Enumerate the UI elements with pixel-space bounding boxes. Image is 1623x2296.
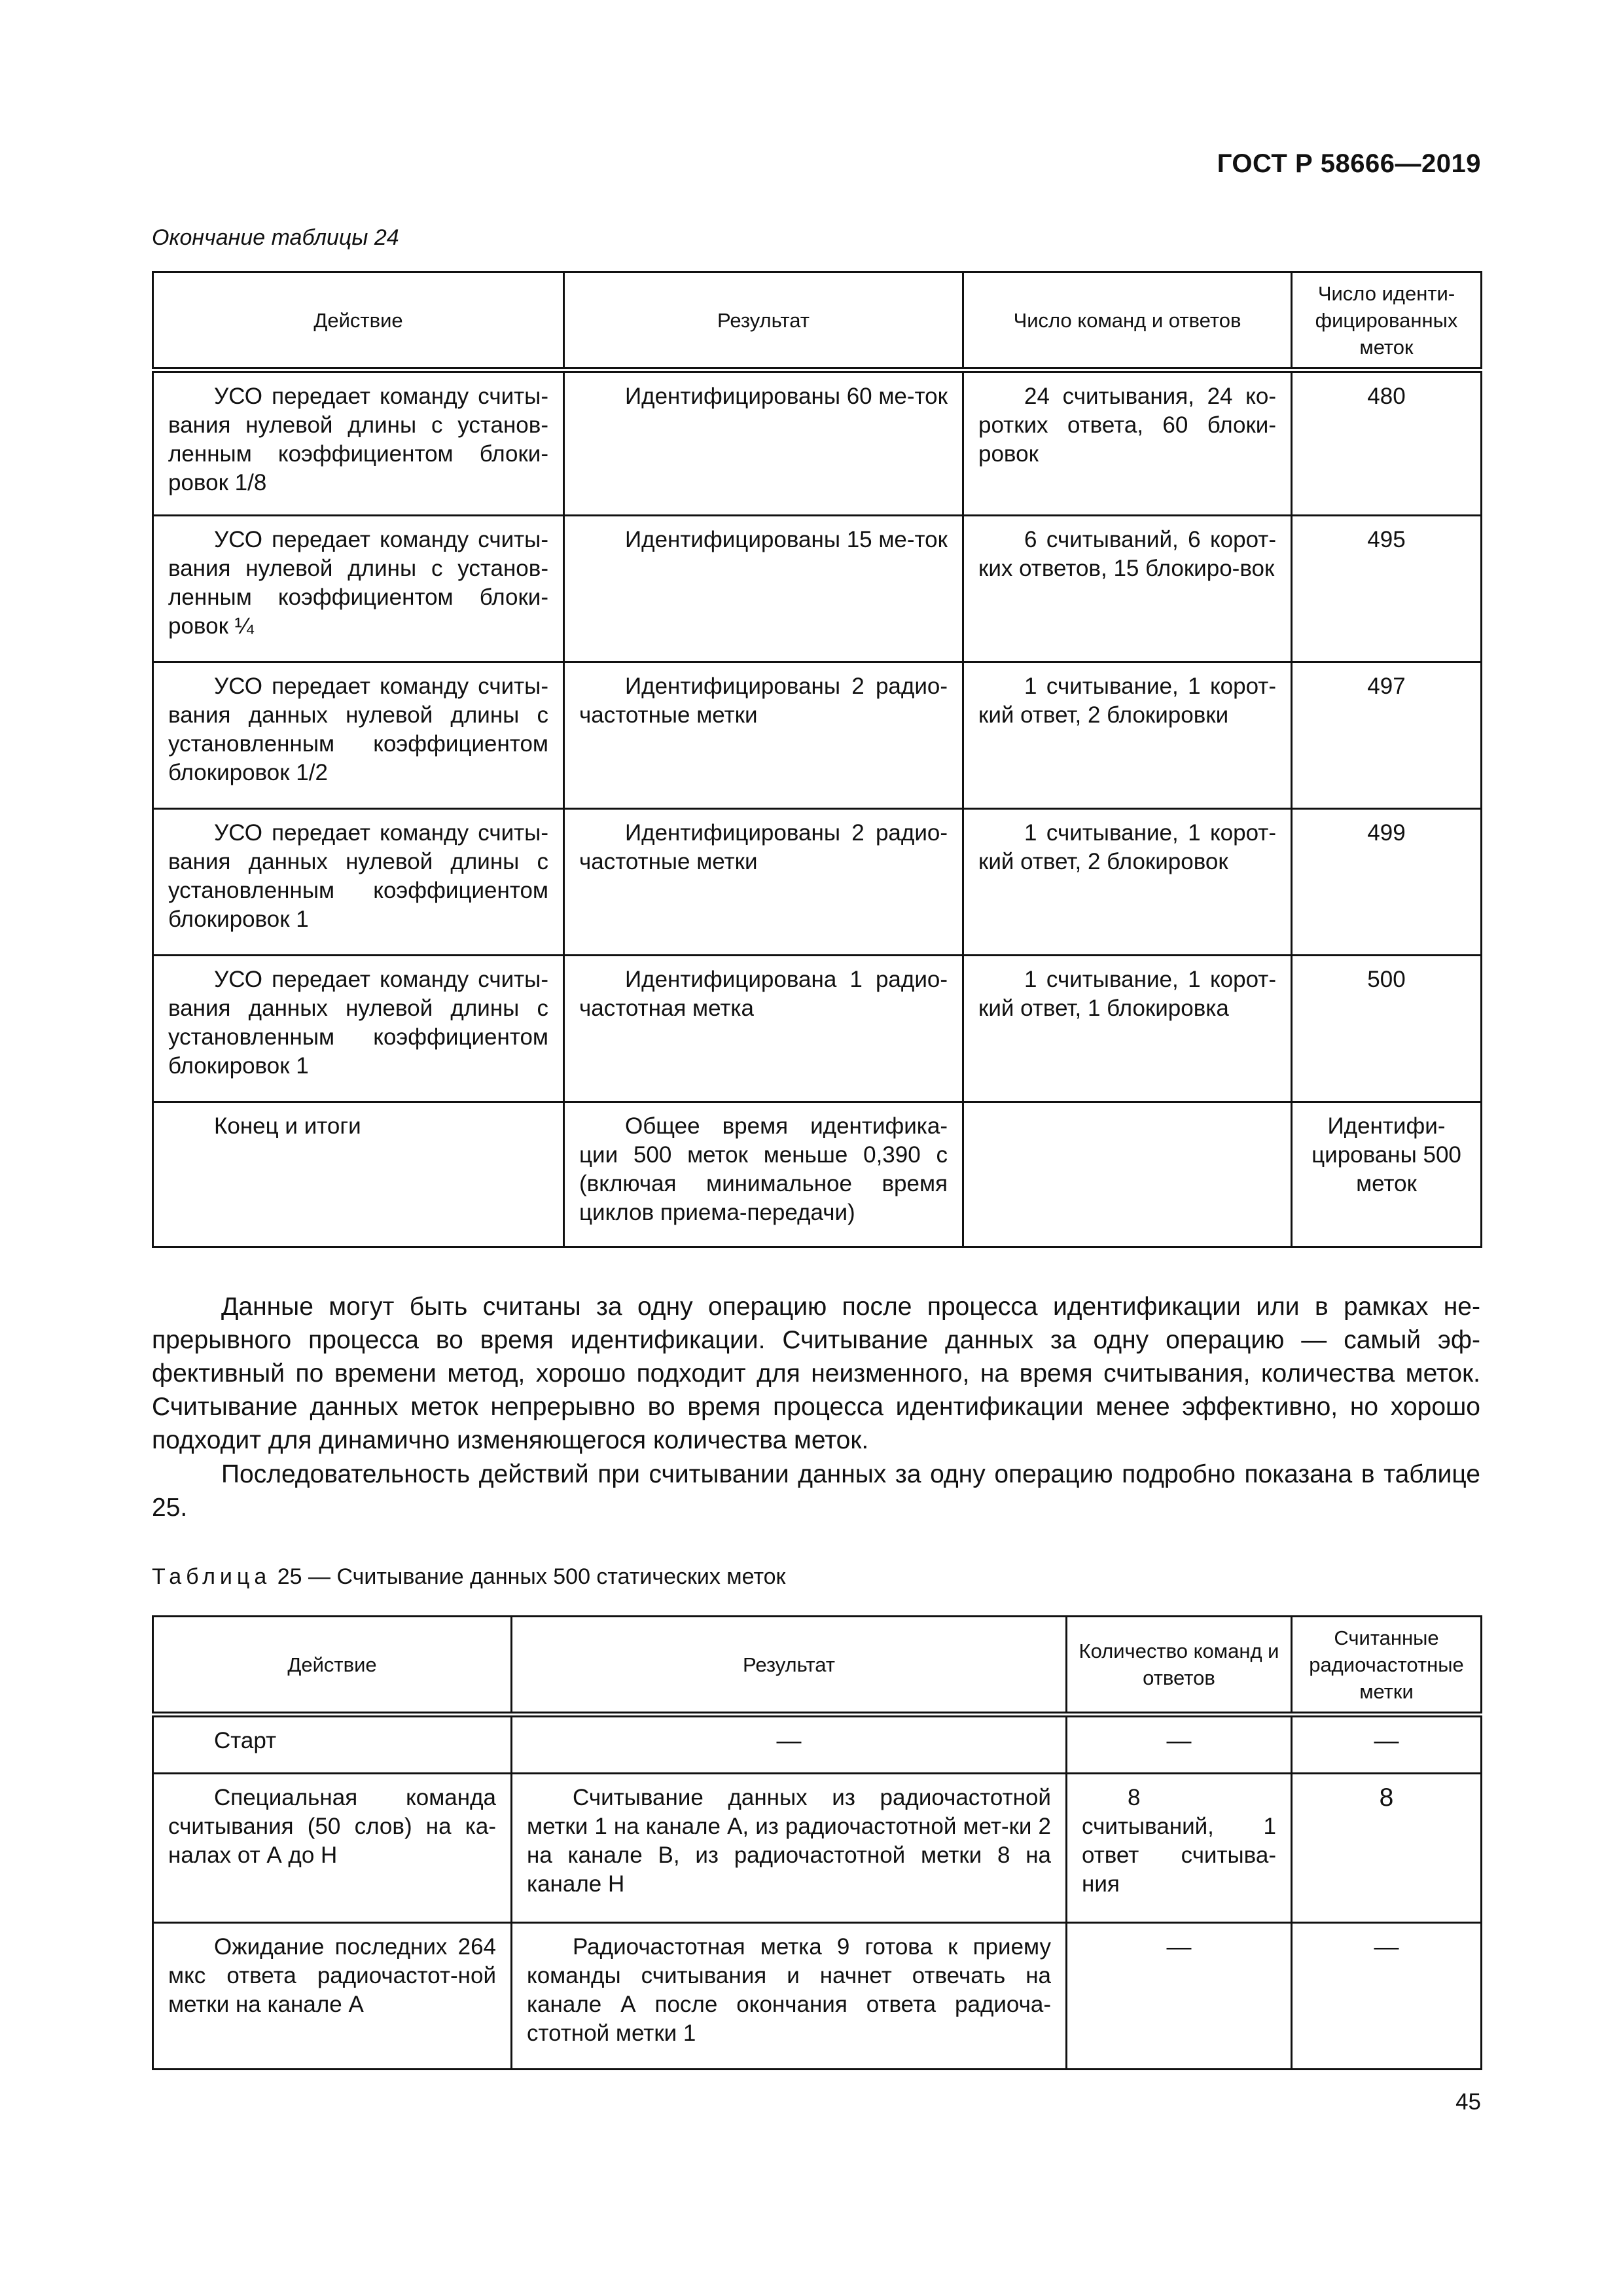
table-cell: 499 (1292, 809, 1482, 956)
table24-caption: Окончание таблицы 24 (152, 225, 399, 250)
table-row (153, 662, 1482, 809)
table-cell: Идентифицированы 15 ме-ток (564, 516, 963, 662)
table-24 (152, 271, 1482, 1248)
table25-header-action: Действие (153, 1617, 512, 1715)
table-cell: 8 считываний, 1 ответ считыва-ния (1067, 1774, 1292, 1923)
table25-caption-text: 25 — Считывание данных 500 статических меток (277, 1564, 786, 1589)
table-cell: 500 (1292, 956, 1482, 1102)
table-cell (963, 1102, 1292, 1247)
table-row (153, 516, 1482, 662)
table-cell: 6 считываний, 6 корот-ких ответов, 15 блокиро-вок (963, 516, 1292, 662)
table-cell: Считывание данных из радиочастотной метки 1 на канале А, из радиочастотной мет-ки 2 на канале В, из радиочастотной метки 8 на канале Н (512, 1774, 1067, 1923)
table-cell: Конец и итоги (153, 1102, 564, 1247)
table25-header-row (153, 1617, 1482, 1715)
table-cell: 24 считывания, 24 ко-ротких ответа, 60 блоки-ровок (963, 370, 1292, 516)
table-cell: Специальная команда считывания (50 слов) на ка-налах от А до Н (153, 1774, 512, 1923)
table24-header-commands: Число команд и ответов (963, 272, 1292, 370)
table-cell: — (1292, 1715, 1482, 1774)
table-cell: Идентифицированы 2 радио-частотные метки (564, 809, 963, 956)
table-row (153, 956, 1482, 1102)
table-cell: 1 считывание, 1 корот-кий ответ, 2 блокировки (963, 662, 1292, 809)
table-cell: 8 (1292, 1774, 1482, 1923)
table-cell: — (1067, 1715, 1292, 1774)
table-cell: Общее время идентифика-ции 500 меток меньше 0,390 с (включая минимальное время циклов приема-передачи) (564, 1102, 963, 1247)
table-cell: Идентифицированы 2 радио-частотные метки (564, 662, 963, 809)
table-row (153, 1923, 1482, 2070)
table-cell: — (1292, 1923, 1482, 2070)
table-cell: Радиочастотная метка 9 готова к приему команды считывания и начнет отвечать на канале А после окончания ответа радиоча-стотной метки 1 (512, 1923, 1067, 2070)
table-cell: УСО передает команду считы-вания данных нулевой длины с установленным коэффициентом блокировок 1/2 (153, 662, 564, 809)
table24-header-result: Результат (564, 272, 963, 370)
table24-header-action: Действие (153, 272, 564, 370)
body-paragraph: Последовательность действий при считывании данных за одну операцию подробно показана в таблице 25. (152, 1460, 1480, 1522)
table-cell: 1 считывание, 1 корот-кий ответ, 2 блокировок (963, 809, 1292, 956)
table-cell: УСО передает команду считы-вания нулевой длины с установ-ленным коэффициентом блоки-ровок 1/8 (153, 370, 564, 516)
table25-caption-label: Таблица (152, 1564, 272, 1589)
table-cell: 495 (1292, 516, 1482, 662)
table-cell: УСО передает команду считы-вания нулевой длины с установ-ленным коэффициентом блоки-ровок ¼ (153, 516, 564, 662)
table-row (153, 1715, 1482, 1774)
body-paragraph: Данные могут быть считаны за одну операцию после процесса идентификации или в рамках не-прерывного процесса во время идентификации. Считывание данных за одну операцию — самый эф-фективный по времени метод, хорошо подходит для неизменного, на время считывания, количества меток. Считывание данных меток непрерывно во время процесса идентификации менее эффективно, но хорошо подходит для динамично изменяющегося количества меток. (152, 1293, 1480, 1454)
document-code: ГОСТ Р 58666—2019 (1217, 149, 1481, 178)
table-cell: УСО передает команду считы-вания данных нулевой длины с установленным коэффициентом блокировок 1 (153, 956, 564, 1102)
table-cell: Ожидание последних 264 мкс ответа радиочастот-ной метки на канале А (153, 1923, 512, 2070)
table-25 (152, 1615, 1482, 2070)
table-row (153, 809, 1482, 956)
table-cell: 1 считывание, 1 корот-кий ответ, 1 блокировка (963, 956, 1292, 1102)
table24-header-identified: Число иденти-фицированных меток (1292, 272, 1482, 370)
table-cell: — (1067, 1923, 1292, 2070)
table-cell: — (512, 1715, 1067, 1774)
table25-header-commands: Количество команд и ответов (1067, 1617, 1292, 1715)
table-row (153, 1774, 1482, 1923)
table-cell: 497 (1292, 662, 1482, 809)
table-row (153, 370, 1482, 516)
table-cell: Идентифи-цированы 500 меток (1292, 1102, 1482, 1247)
table24-header-row (153, 272, 1482, 370)
table25-caption (152, 1564, 785, 1590)
table-cell: 480 (1292, 370, 1482, 516)
table25-header-read-tags: Считанные радиочастотные метки (1292, 1617, 1482, 1715)
page-number: 45 (1455, 2089, 1481, 2115)
table-cell: УСО передает команду считы-вания данных нулевой длины с установленным коэффициентом блокировок 1 (153, 809, 564, 956)
table-row (153, 1102, 1482, 1247)
table-cell: Старт (153, 1715, 512, 1774)
table-cell: Идентифицирована 1 радио-частотная метка (564, 956, 963, 1102)
table-cell: Идентифицированы 60 ме-ток (564, 370, 963, 516)
table25-header-result: Результат (512, 1617, 1067, 1715)
